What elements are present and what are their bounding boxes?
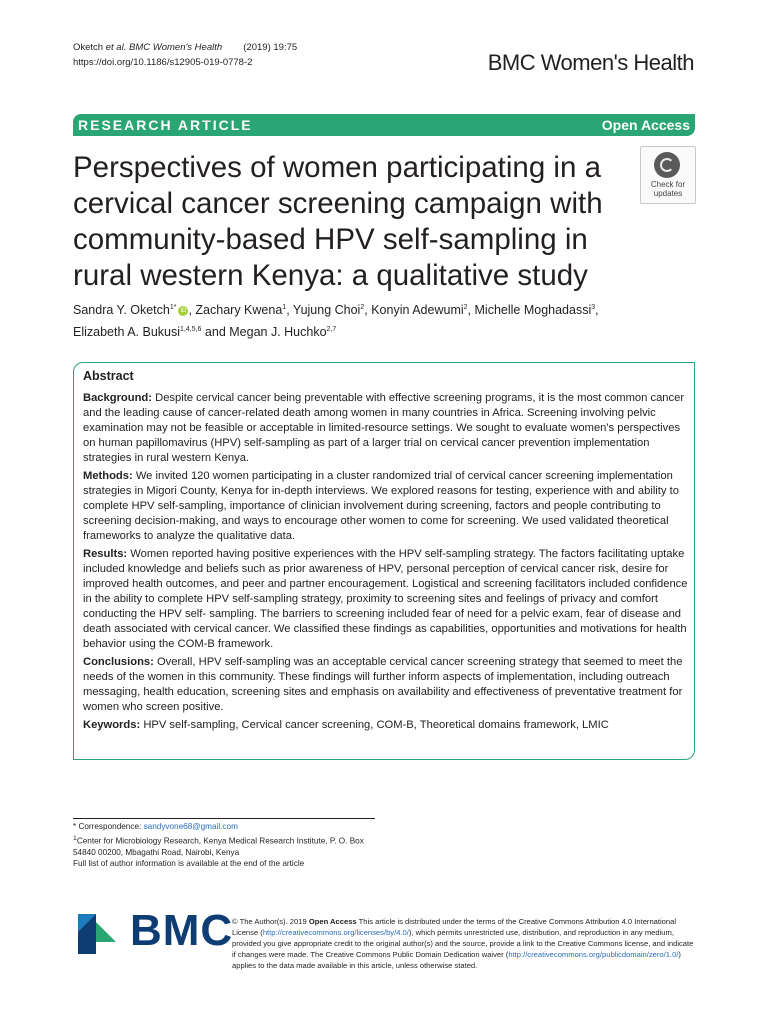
citation-line: [73, 40, 297, 55]
author-name[interactable]: Zachary Kwena: [195, 303, 283, 318]
author-name[interactable]: Sandra Y. Oketch: [73, 303, 170, 318]
author-affiliation: 2: [360, 304, 365, 311]
author-info-note: Full list of author information is available at the end of the article: [73, 859, 305, 869]
correspondence-label: * Correspondence:: [73, 822, 142, 831]
correspondence-email[interactable]: sandyvone68@gmail.com: [143, 822, 238, 831]
separator: ,: [286, 303, 290, 318]
license-text: [232, 916, 696, 971]
license-link-cc-by[interactable]: http://creativecommons.org/licenses/by/4.0/: [262, 928, 409, 937]
section-text: HPV self-sampling, Cervical cancer screening, COM-B, Theoretical domains framework, LMIC: [143, 719, 609, 731]
orcid-icon[interactable]: iD: [178, 306, 188, 316]
author-name[interactable]: Yujung Choi: [292, 303, 361, 318]
copyright: © The Author(s). 2019: [232, 917, 307, 926]
section-text: We invited 120 women participating in a cluster randomized trial of cervical cancer screening implementation strategies in Migori County, Kenya for in-depth interviews. We explored reasons for testing, experience with and ability to complete HPV self-sampling, importance of clinician involvement during screening, factors and people contributing to screening decision-making, and ways to encourage other women to come for screening. We used validated theoretical frameworks to analyze the qualitative data.: [83, 470, 679, 542]
affiliation: [73, 833, 383, 859]
citation-etal: et al.: [105, 42, 127, 53]
author-affiliation: 1: [282, 304, 287, 311]
badge-line1: Check for: [650, 180, 686, 189]
separator: and: [204, 325, 226, 340]
separator: ,: [364, 303, 368, 318]
author-name[interactable]: Konyin Adewumi: [371, 303, 464, 318]
license-part2: ), which permits unrestricted use, distribution, and reproduction in any medium, provided you give appropriate credit to the original author(s) and the source, provide a link to the Creative Commons license, and indicate if changes were made. The Creative Commons Public Domain Dedication waiver (: [232, 928, 694, 959]
abstract-content: [83, 369, 689, 736]
check-for-updates-badge[interactable]: [640, 146, 696, 204]
citation-journal: BMC Women's Health: [129, 42, 223, 53]
citation-header: [73, 40, 297, 70]
author-affiliation: 3: [591, 304, 596, 311]
section-label: Keywords:: [83, 719, 141, 731]
author-list: [73, 298, 693, 342]
abstract-keywords: [83, 718, 689, 733]
author-name[interactable]: Megan J. Huchko: [229, 325, 327, 340]
author-affiliation: 1*: [169, 304, 177, 311]
open-access-label: Open Access: [601, 117, 690, 133]
abstract-results: [83, 547, 689, 652]
journal-name: BMC Women's Health: [487, 50, 694, 75]
section-text: Despite cervical cancer being preventable with effective screening programs, it is the most common cancer and the leading cause of cancer-related death among women in many countries in Africa. Screening involving pelvic examination may not be feasible or acceptable in limited-resource settings. We sought to evaluate women's perspectives on human papillomavirus (HPV) self-sampling as part of a larger trial on cervical cancer prevention implementation strategies in rural western Kenya.: [83, 392, 685, 464]
license-part1: This article is distributed under the terms of the Creative Commons Attribution 4.0 International License (: [232, 917, 677, 937]
license-part3: ) applies to the data made available in this article, unless otherwise stated.: [232, 950, 681, 970]
author-affiliation: 1,4,5,6: [180, 326, 202, 334]
author-name[interactable]: Elizabeth A. Bukusi: [73, 325, 181, 340]
footnote: [73, 821, 383, 870]
bmc-logo-icon: [78, 914, 126, 954]
license-link-cc0[interactable]: http://creativecommons.org/publicdomain/zero/1.0/: [508, 950, 679, 959]
section-text: Women reported having positive experiences with the HPV self-sampling strategy. The factors facilitating uptake included knowledge and beliefs such as prior awareness of HPV, personal perception of cervical cancer risk, desire for improved health outcomes, and peer and partner encouragement. Logistical and screening facilitators included confidence in the ability to complete HPV self-sampling strategy, proximity to screening sites and feelings of privacy and comfort conducting the HPV self- sampling. The barriers to screening included fear of need for a pelvic exam, fear of disease and death associated with cervical cancer. We classified these findings as capabilities, opportunities and motivations for health behavior using the COM-B framework.: [83, 548, 688, 650]
article-banner: [73, 114, 695, 136]
abstract-conclusions: [83, 655, 689, 715]
author-name[interactable]: Michelle Moghadassi: [474, 303, 592, 318]
separator: ,: [467, 303, 472, 318]
article-title: Perspectives of women participating in a cervical cancer screening campaign with community-based HPV self-sampling in rural western Kenya: a qualitative study: [73, 151, 603, 292]
abstract-box: [73, 362, 695, 760]
separator: ,: [595, 303, 599, 318]
author-affiliation: 2,7: [326, 326, 337, 334]
article-type: RESEARCH ARTICLE: [78, 117, 253, 133]
doi-link[interactable]: https://doi.org/10.1186/s12905-019-0778-2: [73, 57, 253, 68]
affiliation-mark: 1: [73, 834, 77, 842]
affiliation-text: Center for Microbiology Research, Kenya Medical Research Institute, P. O. Box 54840 00200, Mbagathi Road, Nairobi, Kenya: [73, 836, 364, 857]
bmc-logo-text: BMC: [130, 906, 234, 955]
citation-authors: Oketch: [73, 42, 104, 53]
abstract-heading: Abstract: [83, 369, 134, 383]
badge-line2: updates: [653, 189, 683, 198]
abstract-background: [83, 391, 689, 466]
badge-text: [641, 180, 695, 198]
crossmark-icon: [654, 152, 680, 178]
section-label: Background:: [83, 392, 152, 404]
author-affiliation: 2: [463, 304, 468, 311]
correspondence: [73, 821, 383, 833]
separator: ,: [188, 303, 192, 318]
footnote-rule: [73, 818, 375, 819]
citation-volume: (2019) 19:75: [243, 42, 298, 53]
section-text: Overall, HPV self-sampling was an acceptable cervical cancer screening strategy that seemed to meet the needs of the women in this community. These findings will further inform aspects of implementation, including outreach messaging, health education, screening sites and emphasis on availability and effectiveness of preventative treatment for women who screen positive.: [83, 656, 683, 713]
section-label: Results:: [83, 548, 128, 560]
section-label: Conclusions:: [83, 656, 154, 668]
abstract-methods: [83, 469, 689, 544]
license-open-access: Open Access: [308, 917, 357, 926]
section-label: Methods:: [83, 470, 133, 482]
